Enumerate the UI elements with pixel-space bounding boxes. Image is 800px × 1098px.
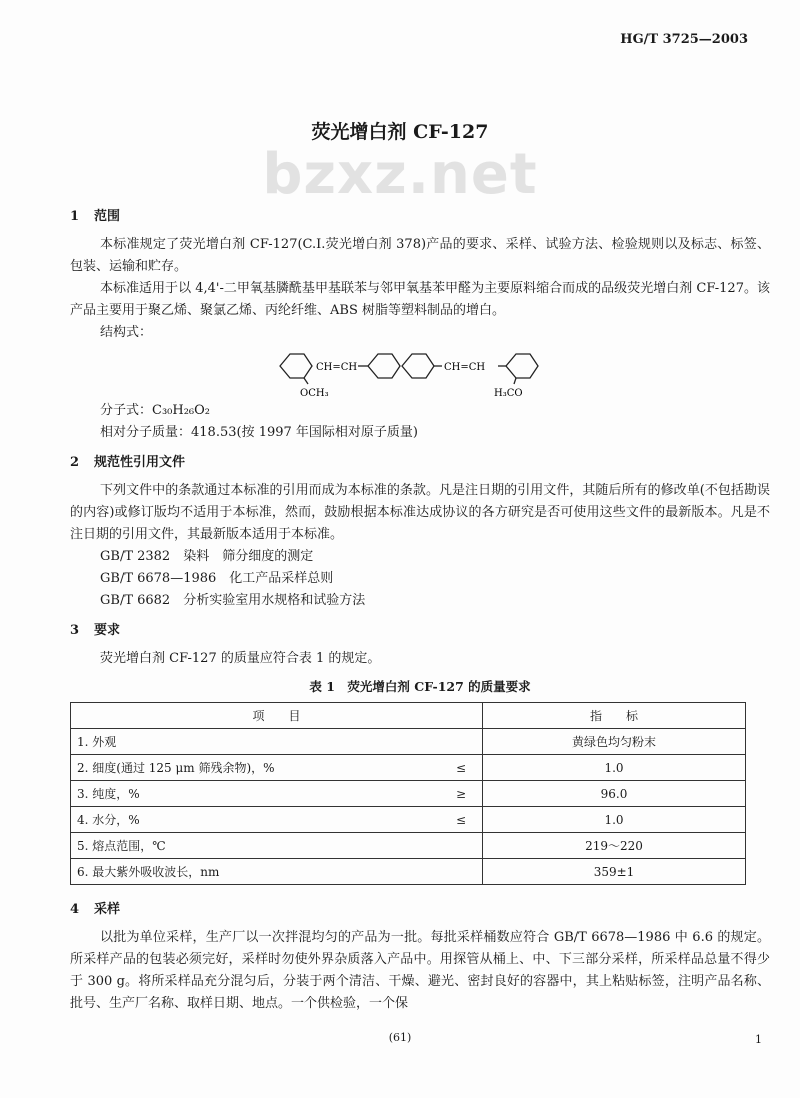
molecular-formula: 分子式：C₃₀H₂₆O₂ (100, 403, 210, 418)
page-number: 1 (755, 1033, 762, 1046)
section-title: 采样 (94, 902, 121, 917)
item-cell: 1. 外观 (71, 729, 441, 755)
sign-cell: ≤ (440, 755, 483, 781)
value-cell: 96.0 (483, 781, 746, 807)
section-number: 2 (70, 455, 80, 470)
quality-table (70, 702, 746, 885)
item-cell: 2. 细度(通过 125 μm 筛残余物)，% (71, 755, 441, 781)
molecular-mass: 相对分子质量：418.53(按 1997 年国际相对原子质量) (100, 425, 418, 440)
paragraph: 本标准适用于以 4,4'-二甲氧基膦酰基甲基联苯与邻甲氧基苯甲醛为主要原料缩合而成的品级荧光增白剂 CF-127。该产品主要用于聚乙烯、聚氯乙烯、丙纶纤维、ABS 树脂等塑料制品的增白。 (70, 281, 770, 318)
table-row (71, 755, 746, 781)
paragraph: 本标准规定了荧光增白剂 CF-127(C.I.荧光增白剂 378)产品的要求、采样、试验方法、检验规则以及标志、标签、包装、运输和贮存。 (70, 237, 770, 274)
paragraph: 以批为单位采样，生产厂以一次拌混均匀的产品为一批。每批采样桶数应符合 GB/T 6678—1986 中 6.6 的规定。所采样产品的包装必须完好，采样时勿使外界杂质落入产品中。用探管从桶上、中、下三部分采样，所采样品总量不得少于 300 g。将所采样品充分混匀后，分装于两个清洁、干燥、避光、密封良好的容器中，其上粘贴标签，注明产品名称、批号、生产厂名称、取样日期、地点。一个供检验，一个保 (70, 930, 770, 1011)
section-1-heading (70, 206, 770, 228)
header-item: 项 目 (71, 703, 483, 729)
methoxy-left: OCH₃ (300, 388, 329, 398)
sign-cell (440, 859, 483, 885)
methoxy-right: H₃CO (494, 388, 523, 398)
section-2-heading (70, 452, 770, 474)
table-caption: 表 1 荧光增白剂 CF-127 的质量要求 (309, 679, 531, 694)
sign-cell: ≥ (440, 781, 483, 807)
reference-item: GB/T 6682 分析实验室用水规格和试验方法 (100, 593, 366, 608)
page-footer (70, 1025, 770, 1055)
header-value: 指 标 (483, 703, 746, 729)
section-title: 范围 (94, 209, 121, 224)
document-body (70, 0, 770, 1055)
section-3-heading (70, 620, 770, 642)
table-header-row (71, 703, 746, 729)
item-cell: 5. 熔点范围，℃ (71, 833, 441, 859)
item-cell: 6. 最大紫外吸收波长，nm (71, 859, 441, 885)
reference-item: GB/T 2382 染料 筛分细度的测定 (100, 549, 314, 564)
value-cell: 219～220 (483, 833, 746, 859)
section-title: 要求 (94, 623, 121, 638)
section-number: 4 (70, 902, 80, 917)
footer-page-ref: (61) (388, 1031, 412, 1044)
section-number: 3 (70, 623, 80, 638)
section-number: 1 (70, 209, 80, 224)
value-cell: 黄绿色均匀粉末 (483, 729, 746, 755)
table-row (71, 781, 746, 807)
sign-cell (440, 833, 483, 859)
vinylene-right: CH=CH (444, 362, 486, 373)
reference-item: GB/T 6678—1986 化工产品采样总则 (100, 571, 334, 586)
table-row (71, 807, 746, 833)
value-cell: 359±1 (483, 859, 746, 885)
sign-cell (440, 729, 483, 755)
sign-cell: ≤ (440, 807, 483, 833)
watermark: bzxz.net (262, 142, 538, 207)
paragraph: 荧光增白剂 CF-127 的质量应符合表 1 的规定。 (100, 651, 381, 666)
value-cell: 1.0 (483, 755, 746, 781)
section-title: 规范性引用文件 (94, 455, 186, 470)
section-4-heading (70, 899, 770, 921)
item-cell: 3. 纯度，% (71, 781, 441, 807)
table-row (71, 859, 746, 885)
document-title: 荧光增白剂 CF-127 (311, 121, 489, 143)
table-row (71, 833, 746, 859)
item-cell: 4. 水分，% (71, 807, 441, 833)
standard-number: HG/T 3725—2003 (620, 32, 748, 47)
table-row (71, 729, 746, 755)
structural-formula (270, 346, 560, 398)
vinylene-left: CH=CH (316, 362, 358, 373)
paragraph: 下列文件中的条款通过本标准的引用而成为本标准的条款。凡是注日期的引用文件，其随后所有的修改单(不包括勘误的内容)或修订版均不适用于本标准，然而，鼓励根据本标准达成协议的各方研究是否可使用这些文件的最新版本。凡是不注日期的引用文件，其最新版本适用于本标准。 (70, 483, 770, 542)
value-cell: 1.0 (483, 807, 746, 833)
paragraph: 结构式： (100, 325, 153, 340)
